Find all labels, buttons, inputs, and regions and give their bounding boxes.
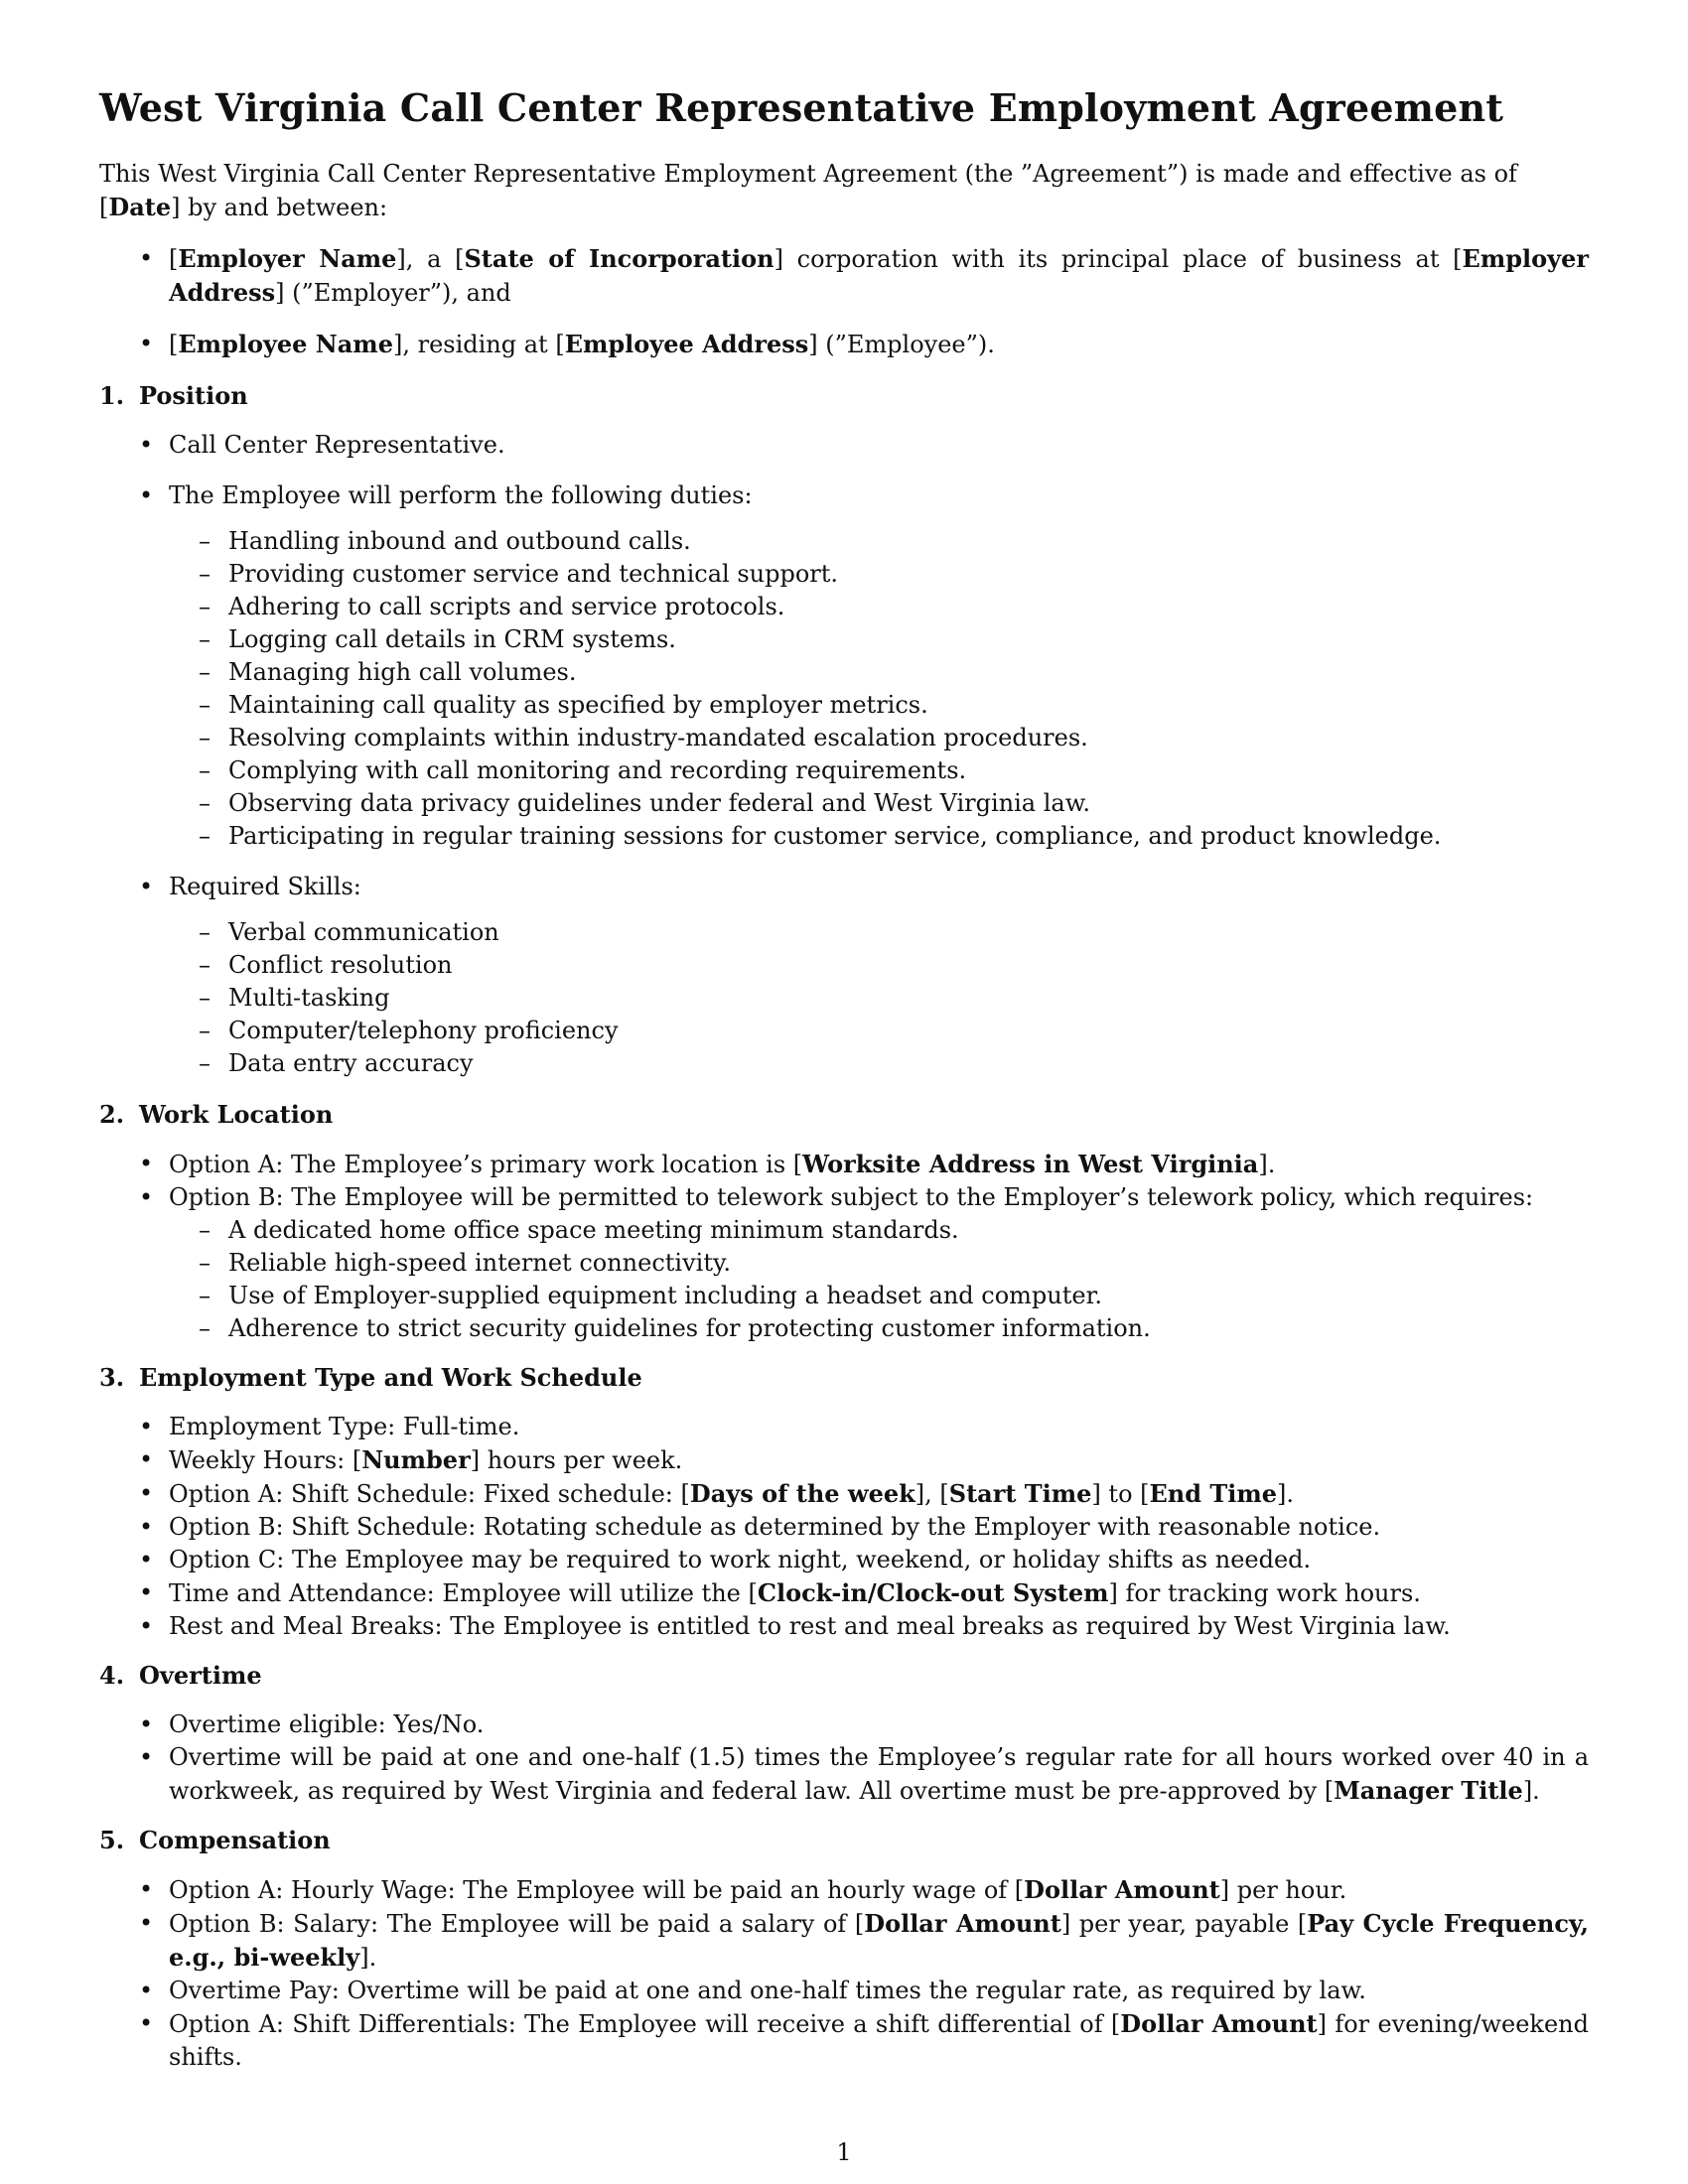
employer-name-placeholder: Employer Name	[178, 244, 397, 273]
duty-item: – Observing data privacy guidelines under federal and West Virginia law.	[169, 787, 1589, 820]
duty-item: – Complying with call monitoring and recording requirements.	[169, 754, 1589, 787]
party-employer	[99, 242, 1589, 310]
text: ] per year, payable [	[1060, 1910, 1308, 1938]
text: ], a [	[396, 245, 465, 273]
skill-item: – Conflict resolution	[169, 949, 1589, 982]
employee-address-placeholder: Employee Address	[564, 330, 809, 358]
location-option-b	[99, 1181, 1589, 1345]
text: ].	[1277, 1480, 1295, 1508]
duty-item: – Providing customer service and technical support.	[169, 558, 1589, 591]
location-option-a	[99, 1148, 1589, 1181]
text: Overtime will be paid at one and one-half (1.5) times the Employee’s regular rate for all hours worked over 40 in a workweek, as required by West Virginia and federal law. All overtime must be pre-approved by [	[169, 1743, 1589, 1805]
text: Option A: Shift Schedule: Fixed schedule: [	[169, 1480, 690, 1508]
duty-item: – Managing high call volumes.	[169, 656, 1589, 689]
shift-option-b: • Option B: Shift Schedule: Rotating schedule as determined by the Employer with reasonable notice.	[99, 1511, 1589, 1544]
section-heading-overtime	[99, 1659, 1589, 1692]
duty-item: – Maintaining call quality as specified by employer metrics.	[169, 689, 1589, 722]
hourly-wage	[99, 1873, 1589, 1907]
work-location-list	[99, 1148, 1589, 1345]
weekly-hours	[99, 1443, 1589, 1477]
pay-cycle-placeholder: Pay Cycle Frequency, e.g., bi-weekly	[169, 1909, 1589, 1972]
section-number: 2.	[99, 1100, 125, 1129]
position-role: • Call Center Representative.	[99, 429, 1589, 462]
section-heading-employment-type	[99, 1361, 1589, 1394]
shift-option-c: • Option C: The Employee may be required to work night, weekend, or holiday shifts as needed.	[99, 1544, 1589, 1576]
rest-breaks: • Rest and Meal Breaks: The Employee is entitled to rest and meal breaks as required by West Virginia law.	[99, 1610, 1589, 1643]
duties-intro: The Employee will perform the following duties:	[169, 481, 753, 509]
text: ] corporation with its principal place of business at [	[774, 245, 1463, 273]
section-title: Employment Type and Work Schedule	[139, 1363, 642, 1392]
number-placeholder: Number	[361, 1445, 471, 1474]
bracket: [	[169, 331, 179, 358]
overtime-eligible: • Overtime eligible: Yes/No.	[99, 1708, 1589, 1741]
intro-text: This West Virginia Call Center Representative Employment Agreement (the ”Agreement”) is made and effective as of [	[99, 160, 1517, 221]
duties-list	[169, 525, 1589, 853]
text: ], residing at [	[392, 331, 565, 358]
requirement-item: – Adherence to strict security guidelines for protecting customer information.	[169, 1312, 1589, 1345]
shift-option-a	[99, 1477, 1589, 1511]
section-number: 1.	[99, 381, 125, 410]
duty-item: – Resolving complaints within industry-mandated escalation procedures.	[169, 722, 1589, 754]
dollar-amount-placeholder: Dollar Amount	[1120, 2009, 1318, 2038]
text: ].	[1522, 1777, 1540, 1805]
text: Option A: Hourly Wage: The Employee will be paid an hourly wage of [	[169, 1876, 1025, 1904]
skill-item: – Multi-tasking	[169, 982, 1589, 1015]
text: ] for tracking work hours.	[1108, 1579, 1421, 1607]
duty-item: – Logging call details in CRM systems.	[169, 623, 1589, 656]
section-number: 3.	[99, 1363, 125, 1392]
text: ] per hour.	[1219, 1876, 1347, 1904]
text: ] hours per week.	[470, 1446, 683, 1474]
text: ] to [	[1091, 1480, 1150, 1508]
overtime-paid	[99, 1741, 1589, 1808]
section-number: 4.	[99, 1661, 125, 1690]
party-employee	[99, 328, 1589, 361]
text: ] (”Employee”).	[808, 331, 995, 358]
duty-item: – Participating in regular training sessions for customer service, compliance, and product knowledge.	[169, 820, 1589, 853]
text: Weekly Hours: [	[169, 1446, 362, 1474]
salary	[99, 1907, 1589, 1975]
requirement-item: – A dedicated home office space meeting minimum standards.	[169, 1214, 1589, 1247]
section-title: Compensation	[139, 1826, 331, 1854]
section-title: Position	[139, 381, 248, 410]
end-time-placeholder: End Time	[1149, 1479, 1278, 1508]
schedule-list	[99, 1411, 1589, 1643]
employment-type: • Employment Type: Full-time.	[99, 1411, 1589, 1443]
text: Option B: The Employee will be permitted to telework subject to the Employer’s telework policy, which requires:	[169, 1183, 1534, 1211]
compensation-list	[99, 1873, 1589, 2074]
intro-text-end: ] by and between:	[171, 194, 388, 221]
overtime-list	[99, 1708, 1589, 1808]
requirement-item: – Use of Employer-supplied equipment including a headset and computer.	[169, 1280, 1589, 1312]
time-attendance	[99, 1576, 1589, 1610]
text: Option A: Shift Differentials: The Employee will receive a shift differential of [	[169, 2010, 1121, 2038]
dollar-amount-placeholder: Dollar Amount	[1024, 1875, 1220, 1904]
text: Option A: The Employee’s primary work location is [	[169, 1151, 803, 1178]
state-placeholder: State of Incorporation	[464, 244, 774, 273]
text: Option B: Salary: The Employee will be paid a salary of [	[169, 1910, 865, 1938]
page-number: 1	[836, 2138, 852, 2166]
duties-item	[99, 479, 1589, 853]
skill-item: – Data entry accuracy	[169, 1047, 1589, 1080]
document-title: West Virginia Call Center Representative Employment Agreement	[99, 85, 1504, 130]
position-list	[99, 429, 1589, 1080]
text: Time and Attendance: Employee will utilize the [	[169, 1579, 758, 1607]
skills-intro: Required Skills:	[169, 873, 361, 900]
manager-title-placeholder: Manager Title	[1334, 1776, 1523, 1805]
section-heading-compensation	[99, 1824, 1589, 1856]
requirement-item: – Reliable high-speed internet connectivity.	[169, 1247, 1589, 1280]
date-placeholder: Date	[108, 193, 172, 221]
duty-item: – Adhering to call scripts and service protocols.	[169, 591, 1589, 623]
parties-list	[99, 242, 1589, 361]
start-time-placeholder: Start Time	[948, 1479, 1092, 1508]
skills-list	[169, 916, 1589, 1080]
employer-address-placeholder: Employer Address	[169, 244, 1589, 307]
text: ], [	[914, 1480, 949, 1508]
telework-requirements	[169, 1214, 1589, 1345]
dollar-amount-placeholder: Dollar Amount	[864, 1909, 1061, 1938]
section-number: 5.	[99, 1826, 125, 1854]
skill-item: – Verbal communication	[169, 916, 1589, 949]
section-heading-work-location	[99, 1098, 1589, 1131]
overtime-pay: • Overtime Pay: Overtime will be paid at one and one-half times the regular rate, as required by law.	[99, 1975, 1589, 2007]
section-title: Work Location	[139, 1100, 334, 1129]
bracket: [	[169, 245, 179, 273]
skills-item	[99, 871, 1589, 1080]
duty-item: – Handling inbound and outbound calls.	[169, 525, 1589, 558]
worksite-placeholder: Worksite Address in West Virginia	[802, 1150, 1259, 1178]
shift-differentials	[99, 2007, 1589, 2074]
section-heading-position	[99, 379, 1589, 412]
text: ] for evening/weekend shifts.	[169, 2010, 1589, 2071]
intro-paragraph	[99, 158, 1589, 224]
clock-system-placeholder: Clock-in/Clock-out System	[757, 1578, 1109, 1607]
text: ] (”Employer”), and	[275, 279, 511, 307]
text: ].	[359, 1944, 377, 1972]
skill-item: – Computer/telephony proficiency	[169, 1015, 1589, 1047]
document-page	[99, 85, 1589, 2074]
text: ].	[1258, 1151, 1276, 1178]
employee-name-placeholder: Employee Name	[178, 330, 393, 358]
days-placeholder: Days of the week	[689, 1479, 915, 1508]
section-title: Overtime	[139, 1661, 262, 1690]
